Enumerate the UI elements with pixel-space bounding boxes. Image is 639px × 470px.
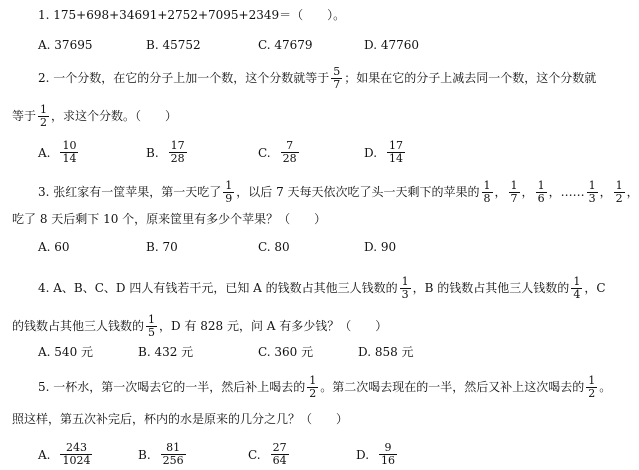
fraction: $\frac{10}{14}$ bbox=[62, 139, 77, 165]
question-2-stem-line-1: 2. 一个分数，在它的分子上加一个数，这个分数就等于 $\frac{5}{7}$ ；如果在它的分子上减去同一个数，这个分数就 bbox=[38, 65, 597, 91]
q2-option-b[interactable]: B. $\frac{17}{28}$ bbox=[146, 139, 185, 165]
q5-option-d[interactable]: D. $\frac{9}{16}$ bbox=[356, 441, 396, 467]
q1-option-a[interactable]: A. 37695 bbox=[38, 38, 93, 52]
q3-option-c[interactable]: C. 80 bbox=[258, 240, 290, 254]
fraction: $\frac{81}{256}$ bbox=[162, 441, 184, 467]
fraction: $\frac{1}{6}$ bbox=[537, 179, 545, 205]
question-3-stem-line-1: 3. 张红家有一筐苹果，第一天吃了 $\frac{1}{9}$ ，以后 7 天每天依次吃了头一天剩下的苹果的 $\frac{1}{8}$ ， $\frac{1}{7}$ ， $\frac{1}{6}$ ，…… $\frac{1}{3}$ ， $\frac{1}{2}$ ， bbox=[38, 179, 639, 205]
q5-option-c[interactable]: C. $\frac{27}{64}$ bbox=[248, 441, 287, 467]
question-4-stem-line-2: 的钱数占其他三人钱数的 $\frac{1}{5}$ ，D 有 828 元，问 A 有多少钱？（ ） bbox=[12, 313, 388, 339]
question-5-stem-line-2: 照这样，第五次补完后，杯内的水是原来的几分之几？（ ） bbox=[12, 412, 349, 426]
q1-option-c[interactable]: C. 47679 bbox=[258, 38, 313, 52]
q5-option-a[interactable]: A. $\frac{243}{1024}$ bbox=[38, 441, 91, 467]
fraction: $\frac{1}{2}$ bbox=[615, 179, 623, 205]
q3-option-d[interactable]: D. 90 bbox=[364, 240, 397, 254]
q4-option-b[interactable]: B. 432 元 bbox=[138, 345, 194, 359]
question-5-stem-line-1: 5. 一杯水，第一次喝去它的一半，然后补上喝去的 $\frac{1}{2}$ 。第二次喝去现在的一半，然后又补上这次喝去的 $\frac{1}{2}$ 。 bbox=[38, 374, 612, 400]
q1-option-b[interactable]: B. 45752 bbox=[146, 38, 201, 52]
fraction: $\frac{7}{28}$ bbox=[282, 139, 297, 165]
q3-option-a[interactable]: A. 60 bbox=[38, 240, 70, 254]
fraction: $\frac{9}{16}$ bbox=[381, 441, 396, 467]
fraction: $\frac{17}{14}$ bbox=[389, 139, 404, 165]
fraction: $\frac{1}{2}$ bbox=[40, 103, 48, 129]
fraction: $\frac{27}{64}$ bbox=[272, 441, 287, 467]
fraction: $\frac{243}{1024}$ bbox=[62, 441, 91, 467]
q2-option-c[interactable]: C. $\frac{7}{28}$ bbox=[258, 139, 297, 165]
question-4-stem-line-1: 4. A、B、C、D 四人有钱若干元，已知 A 的钱数占其他三人钱数的 $\frac{1}{3}$ ，B 的钱数占其他三人钱数的 $\frac{1}{4}$ ，C bbox=[38, 275, 606, 301]
fraction: $\frac{1}{5}$ bbox=[148, 313, 156, 339]
q4-option-a[interactable]: A. 540 元 bbox=[38, 345, 94, 359]
q1-option-d[interactable]: D. 47760 bbox=[364, 38, 419, 52]
fraction: $\frac{5}{7}$ bbox=[333, 65, 341, 91]
q4-option-c[interactable]: C. 360 元 bbox=[258, 345, 314, 359]
fraction: $\frac{1}{2}$ bbox=[309, 374, 317, 400]
fraction: $\frac{17}{28}$ bbox=[170, 139, 185, 165]
q2-option-a[interactable]: A. $\frac{10}{14}$ bbox=[38, 139, 77, 165]
fraction: $\frac{1}{3}$ bbox=[401, 275, 409, 301]
fraction: $\frac{1}{4}$ bbox=[573, 275, 581, 301]
q4-option-d[interactable]: D. 858 元 bbox=[358, 345, 414, 359]
fraction: $\frac{1}{7}$ bbox=[510, 179, 518, 205]
question-1-stem: 1. 175+698+34691+2752+7095+2349＝（ ）。 bbox=[38, 8, 346, 22]
fraction: $\frac{1}{2}$ bbox=[588, 374, 596, 400]
question-3-stem-line-2: 吃了 8 天后剩下 10 个，原来筐里有多少个苹果？（ ） bbox=[12, 212, 327, 226]
question-2-stem-line-2: 等于 $\frac{1}{2}$ ，求这个分数。（ ） bbox=[12, 103, 178, 129]
fraction: $\frac{1}{9}$ bbox=[225, 179, 233, 205]
fraction: $\frac{1}{3}$ bbox=[588, 179, 596, 205]
q5-option-b[interactable]: B. $\frac{81}{256}$ bbox=[138, 441, 184, 467]
q2-option-d[interactable]: D. $\frac{17}{14}$ bbox=[364, 139, 404, 165]
q3-option-b[interactable]: B. 70 bbox=[146, 240, 178, 254]
fraction: $\frac{1}{8}$ bbox=[483, 179, 491, 205]
